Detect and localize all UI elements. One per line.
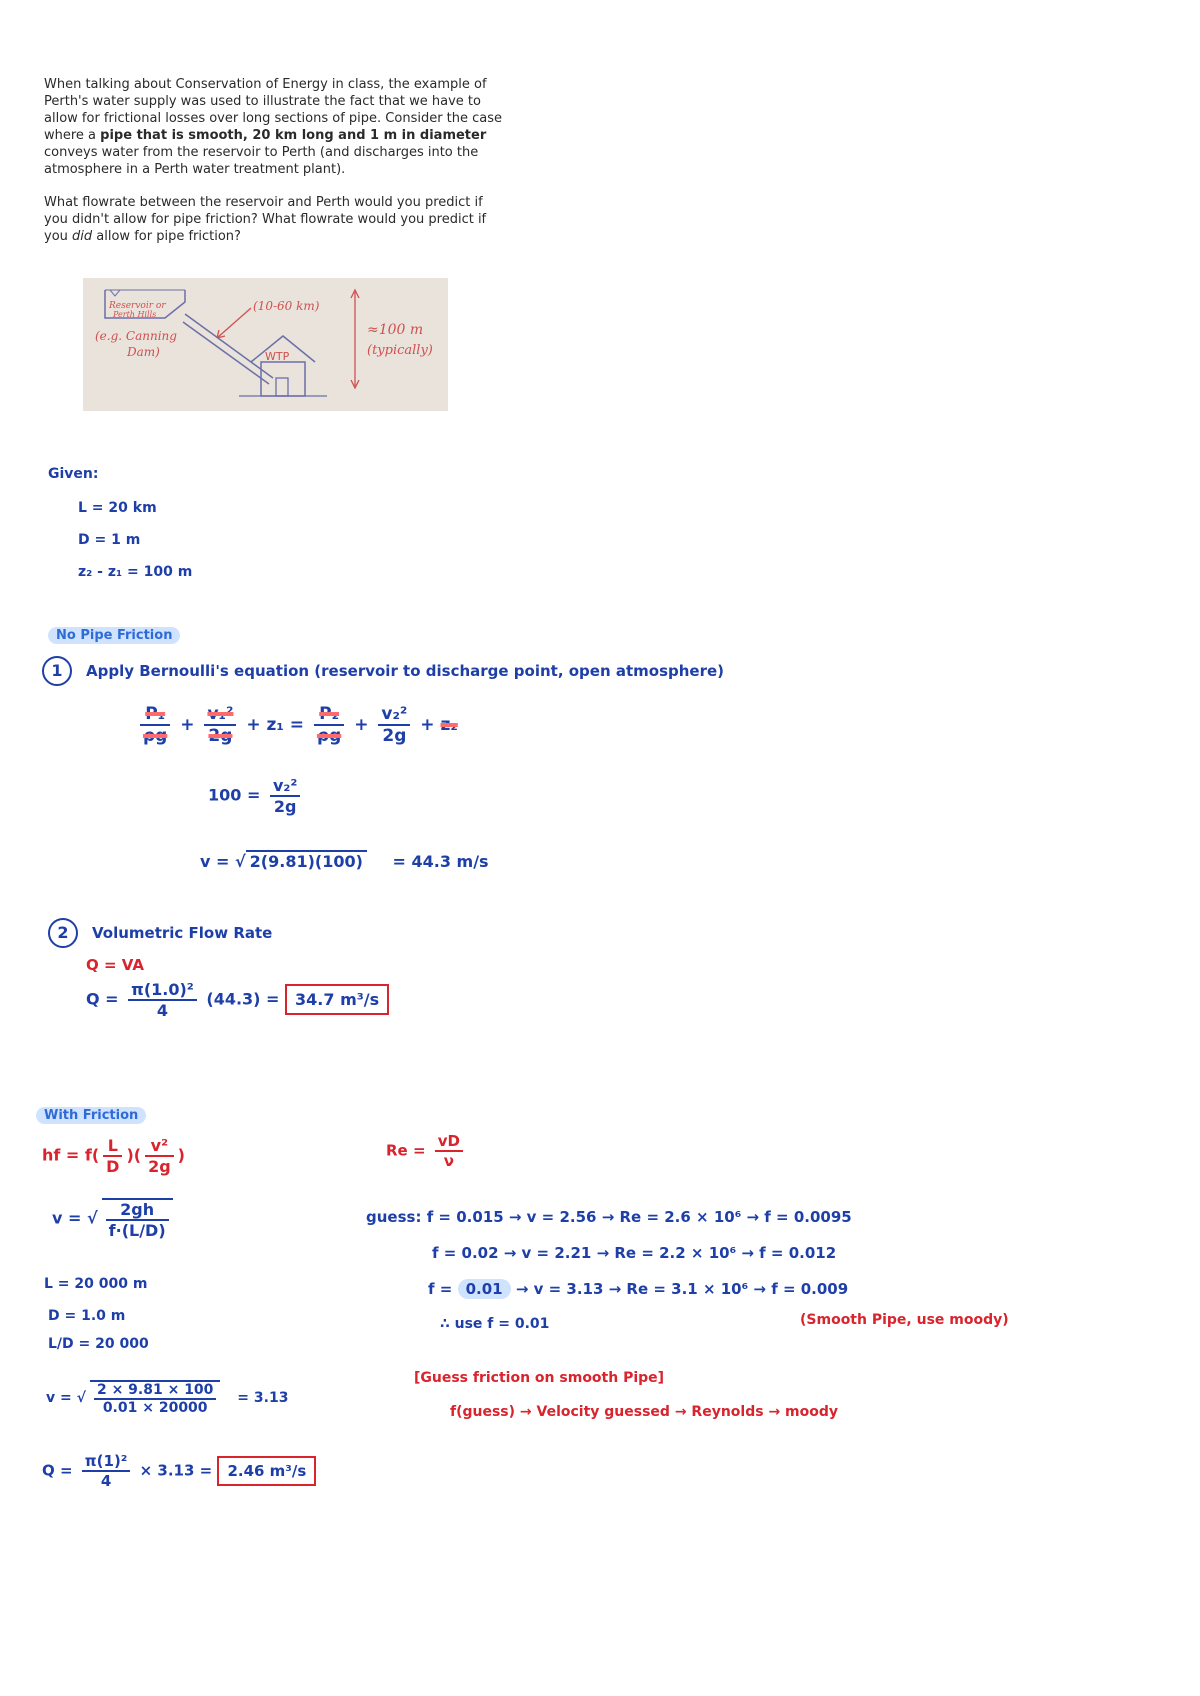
given-length: L = 20 km [78, 500, 157, 516]
simplified-equation: 100 = $\frac{\text{v₂²}}{2g}$ [208, 776, 304, 816]
flow-rate-no-friction: Q = $\frac{\text{π(1.0)²}}{4}$ (44.3) = 34.7 m³/s [86, 980, 389, 1020]
method-title: [Guess friction on smooth Pipe] [414, 1370, 665, 1386]
guess-2: f = 0.02 → v = 2.21 → Re = 2.2 × 10⁶ → f = 0.012 [432, 1244, 837, 1262]
method-chain: f(guess) → Velocity guessed → Reynolds → moody [450, 1404, 839, 1420]
flow-rate-with-friction: Q = $\frac{\text{π(1)²}}{4}$ × 3.13 = 2.46 m³/s [42, 1452, 316, 1490]
velocity-equation: v = √ 2(9.81)(100) = 44.3 m/s [200, 852, 489, 871]
reservoir-sketch [83, 278, 448, 411]
length-value: L = 20 000 m [44, 1276, 148, 1292]
step-2-text: Volumetric Flow Rate [92, 924, 273, 942]
reynolds-equation: Re = $\frac{vD}{\nu}$ [386, 1132, 467, 1170]
head-loss-equation: hf = f( $\frac{L}{D}$ )( $\frac{\text{v²}}{2g}$ ) [42, 1136, 185, 1176]
svg-text:≈100 m: ≈100 m [367, 322, 424, 338]
length-diameter-ratio: L/D = 20 000 [48, 1336, 149, 1352]
velocity-rearranged: v = √ $\frac{2gh}{f\cdot(L/D)}$ [52, 1198, 177, 1240]
step-2 [48, 918, 272, 948]
svg-text:Perth Hills: Perth Hills [113, 310, 157, 319]
velocity-calculation: v = √ $\frac{2 \times 9.81 \times 100}{0.01 \times 20000}$ = 3.13 [46, 1382, 289, 1416]
smooth-pipe-note: (Smooth Pipe, use moody) [800, 1312, 1009, 1328]
guess-1: guess: f = 0.015 → v = 2.56 → Re = 2.6 × 10⁶ → f = 0.0095 [366, 1208, 852, 1226]
flow-rate-formula: Q = VA [86, 956, 144, 974]
guess-3: f = 0.01 → v = 3.13 → Re = 3.1 × 10⁶ → f = 0.009 [428, 1280, 849, 1298]
step-1-number: 1 [42, 656, 72, 686]
step-2-number: 2 [48, 918, 78, 948]
svg-text:(10-60 km): (10-60 km) [253, 299, 320, 313]
given-diameter: D = 1 m [78, 532, 141, 548]
given-elevation: z₂ - z₁ = 100 m [78, 564, 193, 580]
no-friction-heading: No Pipe Friction [48, 628, 180, 643]
bernoulli-equation: $\frac{\text{P₁}}{\rho g}$ + $\frac{\text{v₁²}}{2g}$ + z₁ = $\frac{\text{P₂}}{\rho g}$ + $\frac{\text{v₂²}}{2g}$ + z₂ [136, 704, 458, 746]
diameter-value: D = 1.0 m [48, 1308, 126, 1324]
step-1 [42, 656, 724, 686]
svg-text:(e.g. Canning: (e.g. Canning [95, 329, 177, 343]
svg-text:Reservoir or: Reservoir or [109, 301, 166, 311]
problem-paragraph-1: When talking about Conservation of Energy in class, the example of Perth's water supply was used to illustrate the fact that we have to allow for frictional losses over long sections of pipe. Consider the case where a pipe that is smooth, 20 km long and 1 m in diameter conveys water from the reservoir to Perth (and discharges into the atmosphere in a Perth water treatment plant). [44, 77, 503, 177]
svg-text:(typically): (typically) [367, 343, 433, 358]
answer-with-friction: 2.46 m³/s [217, 1456, 316, 1486]
problem-statement [44, 76, 504, 261]
conclusion: ∴ use f = 0.01 [440, 1316, 550, 1332]
problem-paragraph-2: What flowrate between the reservoir and Perth would you predict if you didn't allow for pipe friction? What flowrate would you predict if you did allow for pipe friction? [44, 195, 487, 244]
step-1-text: Apply Bernoulli's equation (reservoir to discharge point, open atmosphere) [86, 662, 725, 680]
svg-text:WTP: WTP [265, 350, 290, 363]
given-heading: Given: [48, 466, 99, 482]
answer-no-friction: 34.7 m³/s [285, 984, 389, 1015]
svg-text:Dam): Dam) [127, 345, 160, 359]
with-friction-heading: With Friction [36, 1108, 146, 1123]
